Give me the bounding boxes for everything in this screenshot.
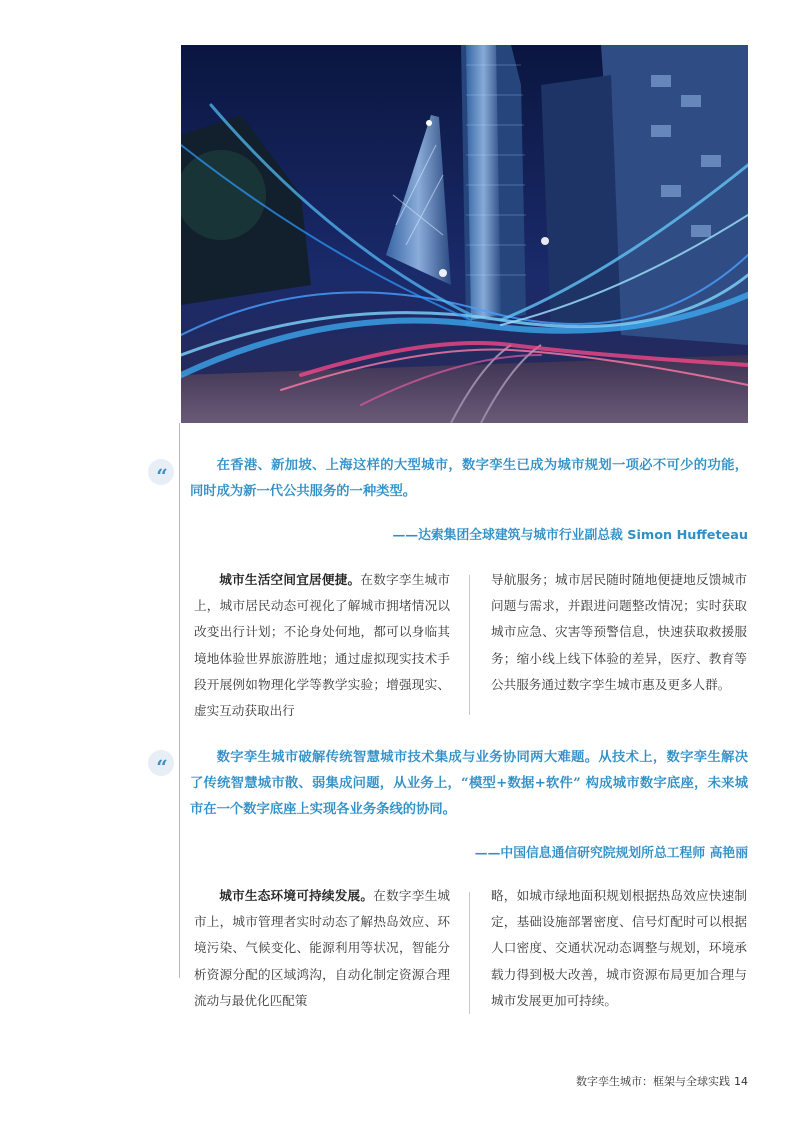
page-footer <box>576 1073 748 1089</box>
hero-image <box>181 45 748 423</box>
section1-left-column <box>194 567 450 724</box>
footer-title: 数字孪生城市：框架与全球实践 <box>576 1075 730 1088</box>
section1-left-text: 在数字孪生城市上，城市居民动态可视化了解城市拥堵情况以改变出行计划；不论身处何地，都可以身临其境地体验世界旅游胜地；通过虚拟现实技术手段开展例如物理化学等教学实验；增强现实、虚实互动获取出行 <box>194 572 451 719</box>
section1-lead: 城市生活空间宜居便捷。 <box>219 572 361 587</box>
section2-left-text: 在数字孪生城市上，城市管理者实时动态了解热岛效应、环境污染、气候变化、能源利用等状况，智能分析资源分配的区域鸿沟，自动化制定资源合理流动与最优化匹配策 <box>194 888 451 1008</box>
section2-lead: 城市生态环境可持续发展。 <box>219 888 374 903</box>
quote-mark-icon: “ <box>148 459 174 485</box>
pull-quote-1: 在香港、新加坡、上海这样的大型城市，数字孪生已成为城市规划一项必不可少的功能，同时成为新一代公共服务的一种类型。 <box>190 458 748 499</box>
pull-quote-1-attribution: ——达索集团全球建筑与城市行业副总裁 Simon Huffeteau <box>392 528 748 543</box>
section2-left-column <box>194 883 450 1014</box>
page-number: 14 <box>734 1075 748 1088</box>
section1-right-column: 导航服务；城市居民随时随地便捷地反馈城市问题与需求，并跟进问题整改情况；实时获取城市应急、灾害等预警信息，快速获取救援服务；缩小线上线下体验的差异，医疗、教育等公共服务通过数字孪生城市惠及更多人群。 <box>491 572 747 692</box>
section2-right-column: 略，如城市绿地面积规划根据热岛效应快速制定，基础设施部署密度、信号灯配时可以根据人口密度、交通状况动态调整与规划，环境承载力得到极大改善，城市资源布局更加合理与城市发展更加可持续。 <box>491 888 747 1008</box>
column-divider <box>469 892 470 1014</box>
column-divider <box>469 575 470 715</box>
pull-quote-2: 数字孪生城市破解传统智慧城市技术集成与业务协同两大难题。从技术上，数字孪生解决了传统智慧城市散、弱集成问题，从业务上，“模型+数据+软件” 构成城市数字底座，未来城市在一个数字底座上实现各业务条线的协同。 <box>190 750 748 817</box>
pull-quote-2-attribution: ——中国信息通信研究院规划所总工程师 高艳丽 <box>474 846 748 861</box>
city-night-light-trails-image <box>181 45 748 423</box>
margin-rule <box>179 423 180 978</box>
quote-mark-icon: “ <box>148 750 174 776</box>
